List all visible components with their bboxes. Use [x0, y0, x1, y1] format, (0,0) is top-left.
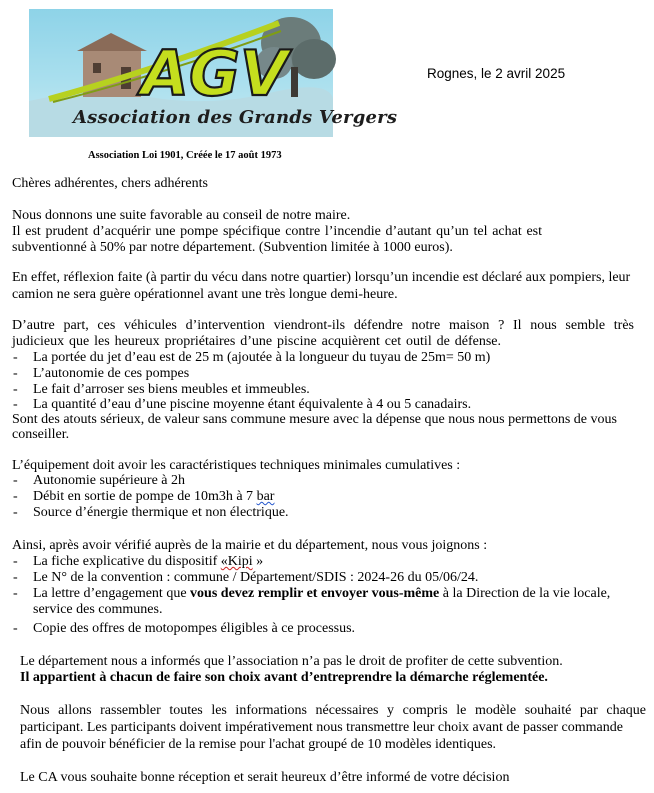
- closing: Le CA vous souhaite bonne réception et serait heureux d’être informé de votre décision: [20, 770, 510, 785]
- bullet-dash: -: [13, 586, 18, 601]
- paragraph-1-line-2: Il est prudent d’acquérir une pompe spécifique contre l’incendie d’autant qu’un tel achat est: [12, 224, 542, 239]
- paragraph-6-line-1: Le département nous a informés que l’association n’a pas le droit de profiter de cette subvention.: [20, 654, 563, 669]
- paragraph-3-after-line-1: Sont des atouts sérieux, de valeur sans commune mesure avec la dépense que nous nous permettons de vous: [12, 412, 617, 427]
- list-item: La portée du jet d’eau est de 25 m (ajoutée à la longueur du tuyau de 25m= 50 m): [33, 350, 491, 365]
- bullet-dash: -: [13, 473, 18, 488]
- list-item: [33, 586, 610, 602]
- logo-letters: AGV: [141, 37, 288, 110]
- list-item-text: La fiche explicative du dispositif: [33, 554, 221, 569]
- list-item-emphasis: vous devez remplir et envoyer vous-même: [190, 586, 440, 601]
- paragraph-7-line-1: Nous allons rassembler toutes les informations nécessaires y compris le modèle souhaité par chaque: [20, 703, 646, 718]
- association-logo: [29, 9, 398, 137]
- paragraph-6-line-2: Il appartient à chacun de faire son choix avant d’entreprendre la démarche réglementée.: [20, 670, 548, 685]
- list-item-text: La lettre d’engagement que: [33, 586, 191, 601]
- paragraph-2-line-1: En effet, réflexion faite (à partir du vécu dans notre quartier) lorsqu’un incendie est déclaré aux pompiers, leur: [12, 270, 631, 285]
- bullet-dash: -: [13, 505, 18, 520]
- bullet-dash: -: [13, 382, 18, 397]
- bullet-dash: -: [13, 570, 18, 585]
- bullet-dash: -: [13, 489, 18, 504]
- list-item-text: à la Direction de la vie locale,: [439, 586, 611, 601]
- list-item: Le fait d’arroser ses biens meubles et immeubles.: [33, 382, 310, 397]
- paragraph-7-line-3: afin de pouvoir bénéficier de la remise pour l'achat groupé de 10 modèles identiques.: [20, 737, 497, 752]
- list-item: [33, 554, 263, 570]
- association-subtitle: Association Loi 1901, Créée le 17 août 1973: [88, 150, 282, 161]
- letter-date: Rognes, le 2 avril 2025: [427, 66, 566, 81]
- bullet-dash: -: [13, 621, 18, 636]
- paragraph-1-line-3: subventionné à 50% par notre département. (Subvention limitée à 1000 euros).: [12, 240, 453, 255]
- bullet-dash: -: [13, 350, 18, 365]
- logo-tagline: Association des Grands Vergers: [73, 107, 398, 128]
- list-item: Autonomie supérieure à 2h: [33, 473, 186, 488]
- paragraph-7-line-2: participant. Les participants doivent impérativement nous transmettre leur choix avant de passer commande: [20, 720, 623, 735]
- paragraph-3-line-2: judicieux que les heureux propriétaires d’une piscine acquièrent cet outil de défense.: [12, 334, 501, 349]
- list-item-quote: «Kipi: [220, 554, 253, 569]
- list-item: Le N° de la convention : commune / Département/SDIS : 2024-26 du 05/06/24.: [33, 570, 479, 585]
- paragraph-1-line-1: Nous donnons une suite favorable au conseil de notre maire.: [12, 208, 351, 223]
- list-item: Copie des offres de motopompes éligibles à ce processus.: [33, 621, 356, 636]
- paragraph-2-line-2: camion ne sera guère opérationnel avant une très longue demi-heure.: [12, 287, 398, 302]
- bullet-dash: -: [13, 397, 18, 412]
- paragraph-3-after-line-2: conseiller.: [12, 427, 70, 442]
- list-item-text: »: [252, 554, 264, 569]
- list-item: [33, 489, 274, 505]
- list-item: L’autonomie de ces pompes: [33, 366, 190, 381]
- paragraph-4-intro: L’équipement doit avoir les caractéristiques techniques minimales cumulatives :: [12, 458, 461, 473]
- list-item: Source d’énergie thermique et non électrique.: [33, 505, 289, 520]
- paragraph-5-intro: Ainsi, après avoir vérifié auprès de la mairie et du département, nous vous joignons :: [12, 538, 488, 553]
- bullet-dash: -: [13, 554, 18, 569]
- greeting: Chères adhérentes, chers adhérents: [12, 176, 208, 191]
- list-item-continuation: service des communes.: [33, 602, 163, 617]
- list-item: La quantité d’eau d’une piscine moyenne étant équivalente à 4 ou 5 canadairs.: [33, 397, 472, 412]
- list-item-text: Débit en sortie de pompe de 10m3h à 7: [33, 489, 257, 504]
- list-item-unit: bar: [256, 489, 275, 504]
- paragraph-3-line-1: D’autre part, ces véhicules d’intervention viendront-ils défendre notre maison ? Il nous semble très: [12, 318, 634, 333]
- bullet-dash: -: [13, 366, 18, 381]
